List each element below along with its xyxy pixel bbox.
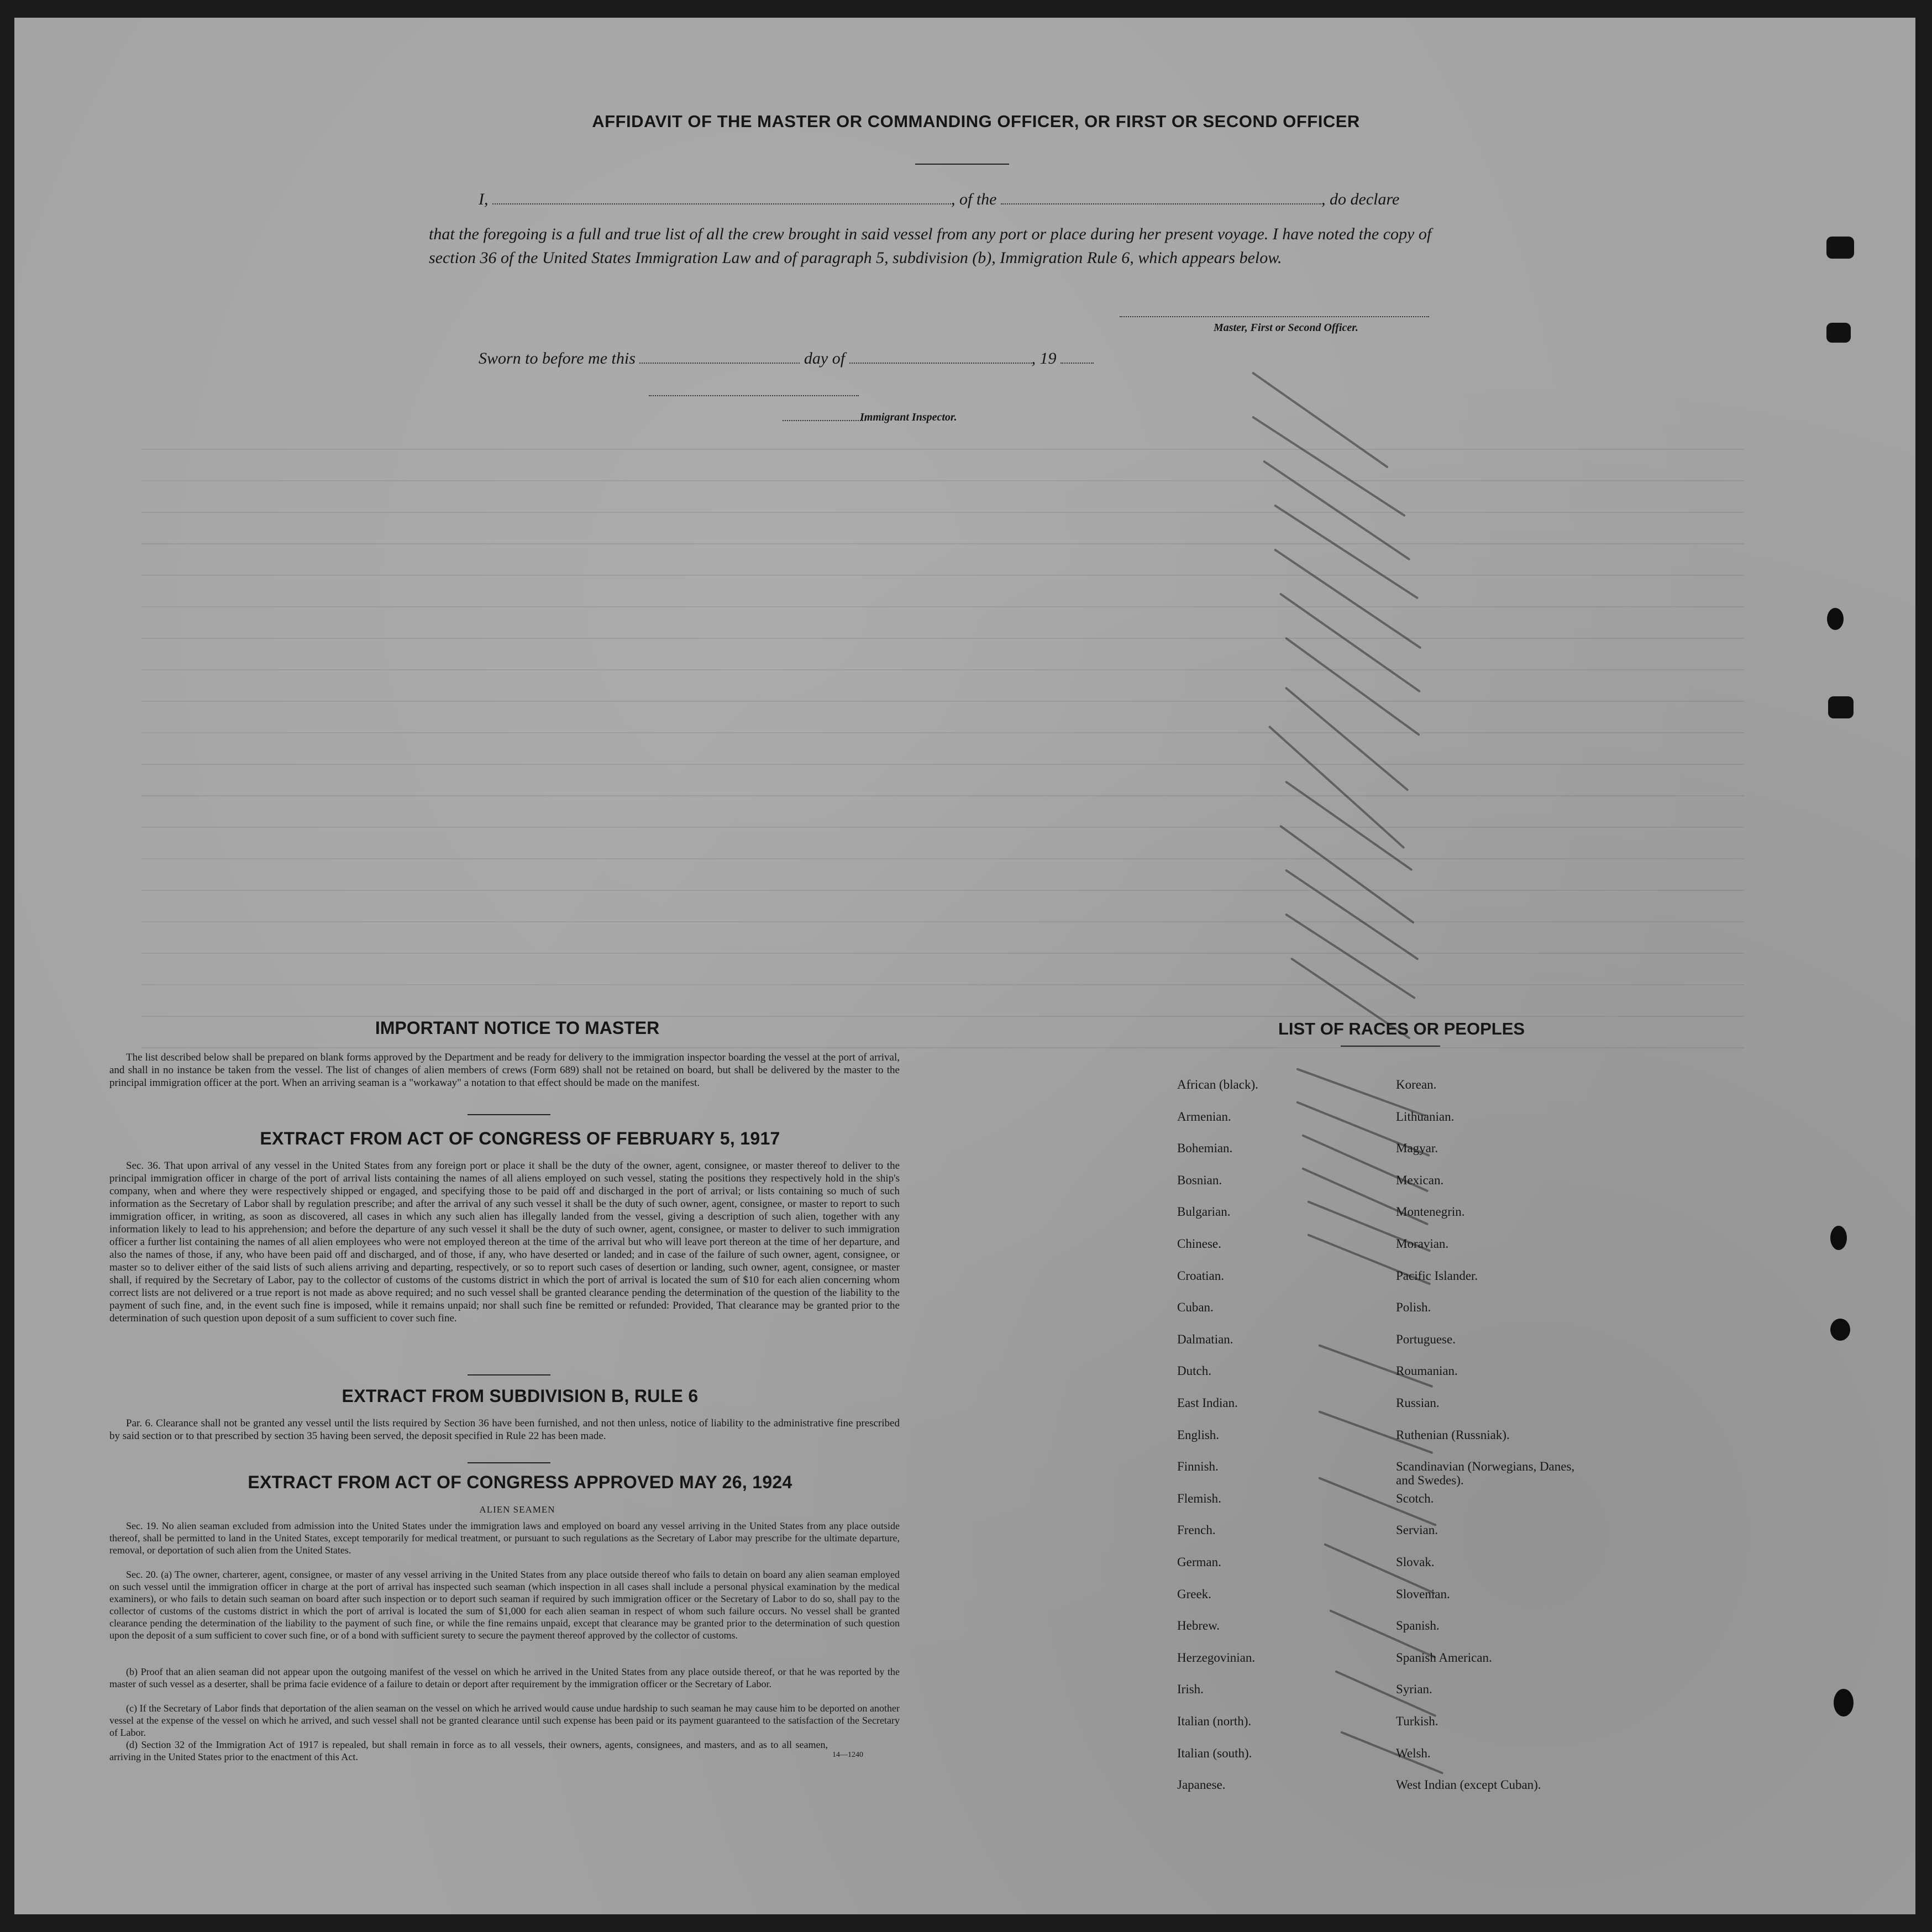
race-item: Italian (south). (1177, 1746, 1252, 1760)
document-page (14, 18, 1915, 1914)
notice-text: The list described below shall be prepared on blank forms approved by the Department and be ready for delivery to the immigration inspector boarding the vessel at the port of arrival, and shall in no instance be taken from the vessel. The list of changes of alien members of crews (Form 689) shall not be retained on board, but shall be delivered by the master to the principal immigration officer at the port. When an arriving seaman is a "workaway" a notation to that effect should be made on the manifest. (109, 1052, 900, 1089)
bleed-through-row (141, 538, 1744, 544)
bleed-through-row (141, 664, 1744, 670)
binder-clip-3 (1828, 696, 1854, 718)
race-item: Dalmatian. (1177, 1332, 1233, 1346)
race-item: French. (1177, 1523, 1216, 1537)
race-item: Pacific Islander. (1396, 1268, 1478, 1283)
extract-1924-subtitle: ALIEN SEAMEN (479, 1504, 555, 1515)
race-item: Turkish. (1396, 1714, 1439, 1728)
declaration-do-declare: , do declare (1321, 190, 1400, 208)
bleed-through-row (141, 947, 1744, 954)
binder-clip-2 (1826, 323, 1851, 343)
sworn-line (479, 347, 1094, 370)
race-item: Ruthenian (Russniak). (1396, 1427, 1510, 1442)
race-item: Slovak. (1396, 1555, 1435, 1569)
extract-1917-title: EXTRACT FROM ACT OF CONGRESS OF FEBRUARY 5, 1917 (260, 1128, 780, 1148)
pen-stroke (1252, 371, 1389, 468)
pen-stroke (1285, 869, 1419, 960)
race-item: Herzegovinian. (1177, 1650, 1256, 1665)
bleed-through-row (141, 790, 1744, 796)
bleed-through-row (141, 853, 1744, 859)
bleed-through-row (141, 884, 1744, 891)
race-item: Chinese. (1177, 1237, 1221, 1251)
race-item: West Indian (except Cuban). (1396, 1778, 1541, 1792)
bleed-through-row (141, 727, 1744, 733)
pen-stroke (1279, 592, 1421, 692)
bleed-through-row (141, 569, 1744, 576)
sworn-year-prefix: , 19 (1031, 349, 1057, 368)
extract-1917-divider (468, 1374, 550, 1376)
race-item: Moravian. (1396, 1237, 1449, 1251)
extract-rule6-divider (468, 1462, 550, 1463)
sec20a-text: Sec. 20. (a) The owner, charterer, agent, consignee, or master of any vessel arriving in the United States from any place outside thereof who fails to detain on board any alien seaman employed on such vessel until the immigration officer in charge at the port of arrival has inspected such seaman (which inspection in all cases shall include a personal physical examination by the medical examiners), or who fails to detain such seaman on board after such inspection or to deport such seaman if required by such immigration officer or the Secretary of Labor to do so, shall pay to the collector of customs of the customs district in which the port of arrival is located the sum of $1,000 for each alien seaman in respect of whom such failure occurs. No vessel shall be granted clearance pending the determination of the liability to the payment of such fine, or while the fine remains unpaid, except that clearance may be granted prior to the determination of such question upon the deposit of a sum sufficient to cover such fine, or of a bond with sufficient surety to secure the payment thereof approved by the collector of customs. (109, 1569, 900, 1641)
extract-1917-text: Sec. 36. That upon arrival of any vessel in the United States from any foreign port or place it shall be the duty of the owner, agent, consignee, or master thereof to deliver to the principal immigration officer in charge of the port of arrival lists containing the names of all aliens employed on such vessel, stating the positions they respectively hold in the ship's company, when and where they were respectively shipped or engaged, and specifying those to be paid off and discharged in the port of arrival; or lists containing so much of such information as the Secretary of Labor shall by regulation prescribe; and after the arrival of any such vessel it shall be the duty of such owner, agent, consignee, or master to report to such immigration officer, in writing, as soon as discovered, all cases in which any such alien has illegally landed from the vessel, giving a description of such alien, together with any information likely to lead to his apprehension; and before the departure of any such vessel it shall be the duty of such owner, agent, consignee, or master to deliver to such immigration officer a further list containing the names of all alien employees who were not employed thereon at the time of the arrival but who will leave port thereon at the time of her departure, and also the names of those, if any, who have been paid off and discharged, and of those, if any, who have deserted or landed; and in case of the failure of such owner, agent, consignee, or master so to deliver either of the said lists of such aliens arriving and departing, respectively, or so to report such cases of desertion or landing, such owner, agent, consignee, or master shall, if required by the Secretary of Labor, pay to the collector of customs of the customs district in which the port of arrival is located the sum of $10 for each alien concerning whom correct lists are not delivered or a true report is not made as above required; and no such vessel shall be granted clearance pending the determination of the question of the liability to the payment of such fine, and, in the event such fine is imposed, while it remains unpaid; nor shall such fine be remitted or refunded: Provided, That clearance may be granted prior to the determination of such question upon deposit of a sum sufficient to cover such fine. (109, 1160, 900, 1324)
bleed-through-row (141, 821, 1744, 828)
race-item: Servian. (1396, 1523, 1439, 1537)
bleed-through-row (141, 1042, 1744, 1048)
pen-stroke (1252, 416, 1406, 517)
notice-title: IMPORTANT NOTICE TO MASTER (375, 1018, 660, 1038)
declaration-i: I, (479, 190, 489, 208)
inspector-caption: Immigrant Inspector. (860, 411, 957, 423)
sworn-year-blank[interactable] (1060, 350, 1094, 364)
extract-rule6-text: Par. 6. Clearance shall not be granted any vessel until the lists required by Section 36 have been furnished, and not then unless, notice of liability to the administrative fine prescribed by said section or to that prescribed by section 35 having been served, the deposit specified in Rule 22 has been made. (109, 1418, 900, 1442)
inspector-caption-leader (783, 420, 865, 421)
sworn-day-of: day of (804, 349, 846, 368)
race-item: Croatian. (1177, 1268, 1224, 1283)
races-title: LIST OF RACES OR PEOPLES (1278, 1019, 1525, 1038)
sworn-text: Sworn to before me this (479, 349, 636, 368)
extract-rule6-title: EXTRACT FROM SUBDIVISION B, RULE 6 (342, 1386, 699, 1406)
race-item: Syrian. (1396, 1682, 1432, 1697)
bleed-through-row (141, 632, 1744, 639)
sworn-day-blank[interactable] (639, 350, 800, 364)
race-item: German. (1177, 1555, 1221, 1569)
pen-stroke (1329, 1609, 1436, 1658)
pen-stroke (1285, 637, 1420, 736)
pen-stroke (1285, 913, 1416, 999)
race-item: Spanish American. (1396, 1650, 1492, 1665)
race-item: Lithuanian. (1396, 1109, 1455, 1124)
sworn-month-blank[interactable] (849, 350, 1032, 364)
race-item: Finnish. (1177, 1460, 1219, 1474)
sec19-text: Sec. 19. No alien seaman excluded from admission into the United States under the immigration laws and employed on board any vessel arriving in the United States from any place outside thereof, shall be permitted to land in the United States, except temporarily for medical treatment, or pursuant to such regulations as the Secretary of Labor may prescribe for the ultimate departure, removal, or deportation of such alien from the United States. (109, 1520, 900, 1556)
notice-divider (468, 1114, 550, 1115)
bleed-through-row (141, 695, 1744, 702)
bleed-through-row (141, 443, 1744, 450)
race-item: East Indian. (1177, 1396, 1238, 1410)
race-item: Scandinavian (Norwegians, Danes, and Swedes). (1396, 1460, 1575, 1488)
race-item: Italian (north). (1177, 1714, 1252, 1728)
title-underline (915, 164, 1009, 165)
master-signature-line[interactable] (1120, 316, 1429, 317)
race-item: Welsh. (1396, 1746, 1431, 1760)
race-item: Irish. (1177, 1682, 1204, 1697)
vessel-name-blank[interactable] (1001, 191, 1321, 204)
master-caption: Master, First or Second Officer. (1214, 322, 1358, 334)
race-item: Scotch. (1396, 1491, 1434, 1505)
punch-hole-1 (1827, 608, 1844, 630)
race-item: Cuban. (1177, 1300, 1214, 1315)
race-item: Dutch. (1177, 1364, 1211, 1378)
race-item: Montenegrin. (1396, 1205, 1465, 1219)
pen-stroke (1285, 686, 1409, 791)
race-item: Bosnian. (1177, 1173, 1222, 1187)
officer-name-blank[interactable] (492, 191, 951, 204)
binder-clip-1 (1826, 237, 1854, 259)
race-item: Greek. (1177, 1587, 1211, 1601)
race-item: Armenian. (1177, 1109, 1231, 1124)
race-item: Polish. (1396, 1300, 1431, 1315)
declaration-of-the: , of the (951, 190, 997, 208)
race-item: Slovenian. (1396, 1587, 1450, 1601)
bleed-through-row (141, 1010, 1744, 1017)
race-item: Roumanian. (1396, 1364, 1458, 1378)
affidavit-title: AFFIDAVIT OF THE MASTER OR COMMANDING OFFICER, OR FIRST OR SECOND OFFICER (592, 112, 1360, 131)
race-item: Mexican. (1396, 1173, 1444, 1187)
races-underline (1341, 1046, 1440, 1047)
punch-hole-4 (1834, 1689, 1854, 1716)
sec20d-text: (d) Section 32 of the Immigration Act of 1917 is repealed, but shall remain in force as to all vessels, their owners, agents, consignees, and masters, and as to all seamen, arriving in the United States prior to the enactment of this Act. (109, 1739, 828, 1762)
bleed-through-row (141, 916, 1744, 922)
race-item: Japanese. (1177, 1778, 1226, 1792)
punch-hole-2 (1830, 1226, 1847, 1250)
sec20b-text: (b) Proof that an alien seaman did not appear upon the outgoing manifest of the vessel on which he arrived in the United States from any place outside thereof, or that he was reported by the master of such vessel as a deserter, shall be prima facie evidence of a failure to detain or deport after requirement by the immigration officer or the Secretary of Labor. (109, 1666, 900, 1689)
race-item: Russian. (1396, 1396, 1440, 1410)
race-item: Portuguese. (1396, 1332, 1456, 1346)
race-item: African (black). (1177, 1078, 1258, 1091)
affidavit-declaration-line (479, 188, 1399, 211)
inspector-signature-line[interactable] (649, 395, 859, 396)
extract-1924-title: EXTRACT FROM ACT OF CONGRESS APPROVED MAY 26, 1924 (248, 1472, 792, 1492)
race-item: Spanish. (1396, 1619, 1440, 1633)
affidavit-paragraph: that the foregoing is a full and true list of all the crew brought in said vessel from any port or place during her present voyage. I have noted the copy of section 36 of the United States Immigration Law and of paragraph 5, subdivision (b), Immigration Rule 6, which appears below. (429, 225, 1432, 267)
race-item: English. (1177, 1427, 1220, 1442)
sec20c-text: (c) If the Secretary of Labor finds that deportation of the alien seaman on the vessel on which he arrived would cause undue hardship to such seaman he may cause him to be deported on another vessel at the expense of the vessel on which he arrived, and such vessel shall not be granted clearance until such expense has been paid or its payment guaranteed to the satisfaction of the Secretary of Labor. (109, 1703, 900, 1738)
race-item: Korean. (1396, 1078, 1437, 1091)
race-item: Hebrew. (1177, 1619, 1220, 1633)
race-item: Magyar. (1396, 1141, 1439, 1156)
race-item: Bulgarian. (1177, 1205, 1231, 1219)
race-item: Flemish. (1177, 1491, 1221, 1505)
bleed-through-row (141, 475, 1744, 481)
form-number: 14—1240 (832, 1751, 863, 1759)
bleed-through-row (141, 979, 1744, 985)
bleed-through-row (141, 506, 1744, 513)
bleed-through-row (141, 758, 1744, 765)
punch-hole-3 (1830, 1319, 1850, 1341)
bleed-through-row (141, 601, 1744, 607)
race-item: Bohemian. (1177, 1141, 1233, 1156)
